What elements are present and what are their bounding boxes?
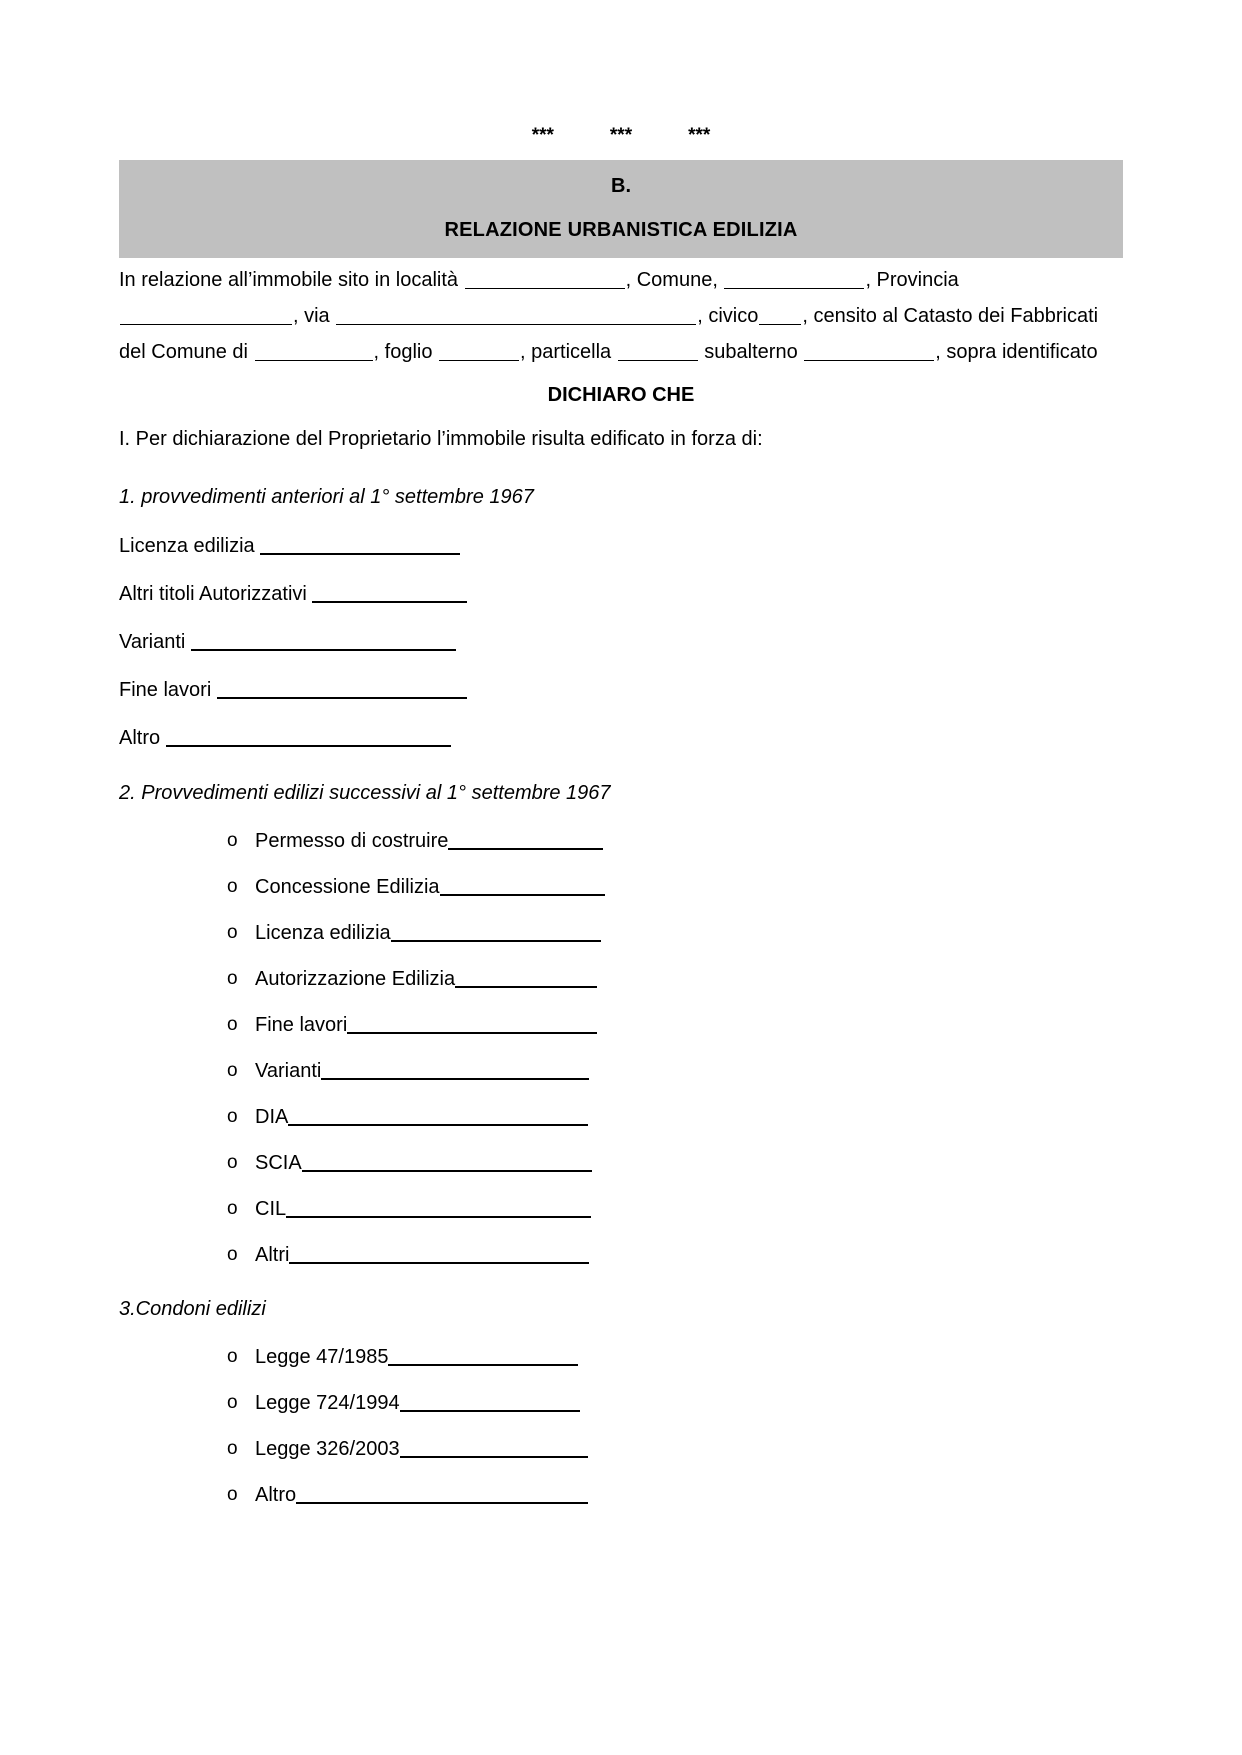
list-item-blank[interactable] [289, 1244, 589, 1264]
section-title: RELAZIONE URBANISTICA EDILIZIA [444, 219, 798, 241]
list-item-label: Licenza edilizia [255, 922, 391, 944]
asterisk-separator [119, 125, 1123, 147]
list-item-label: Legge 326/2003 [255, 1438, 400, 1460]
asterisk-group-1: *** [531, 125, 554, 146]
list-item-label: Altri [255, 1244, 290, 1266]
bullet-marker-icon: o [227, 1198, 238, 1219]
list-item-blank[interactable] [440, 876, 605, 896]
bullet-marker-icon: o [227, 1392, 238, 1413]
field-label: Fine lavori [119, 679, 217, 701]
bullet-marker-icon: o [227, 1014, 238, 1035]
intro-text-10: , sopra identificato [935, 341, 1098, 363]
list-item-scia[interactable] [119, 1150, 1123, 1176]
bullet-marker-icon: o [227, 1106, 238, 1127]
field-label: Licenza edilizia [119, 535, 261, 557]
list-item-label: Autorizzazione Edilizia [255, 968, 456, 990]
blank-localita[interactable] [465, 268, 625, 289]
blank-provincia[interactable] [120, 304, 292, 325]
section2-list [119, 828, 1123, 1268]
asterisk-group-3: *** [688, 125, 711, 146]
list-item-cil[interactable] [119, 1196, 1123, 1222]
list-item-blank[interactable] [448, 830, 603, 850]
list-item-blank[interactable] [400, 1392, 580, 1412]
bullet-marker-icon: o [227, 830, 238, 851]
bullet-marker-icon: o [227, 1438, 238, 1459]
section2-heading: 2. Provvedimenti edilizi successivi al 1° settembre 1967 [119, 782, 611, 804]
intro-text-8: , particella [520, 341, 617, 363]
field-label: Altro [119, 727, 166, 749]
list-item-label: Legge 47/1985 [255, 1346, 389, 1368]
intro-text-4: , via [293, 305, 336, 327]
list-item-blank[interactable] [302, 1152, 592, 1172]
field-blank-licenza-edilizia[interactable] [260, 535, 460, 555]
field-fine-lavori [119, 676, 1123, 704]
list-item-label: Altro [255, 1484, 297, 1506]
section-header-band [119, 160, 1123, 258]
blank-civico[interactable] [759, 304, 801, 325]
list-item-label: SCIA [255, 1152, 302, 1174]
intro-text-3: , Provincia [865, 269, 959, 291]
section-letter: B. [611, 175, 631, 197]
list-item-fine-lavori[interactable] [119, 1012, 1123, 1038]
list-item-legge-724-1994[interactable] [119, 1390, 1123, 1416]
bullet-marker-icon: o [227, 1060, 238, 1081]
field-varianti [119, 628, 1123, 656]
blank-subalterno[interactable] [804, 340, 934, 361]
intro-text-7: , foglio [373, 341, 439, 363]
bullet-marker-icon: o [227, 1346, 238, 1367]
field-blank-altro[interactable] [166, 727, 451, 747]
list-item-label: Concessione Edilizia [255, 876, 440, 898]
bullet-marker-icon: o [227, 922, 238, 943]
section3-list [119, 1344, 1123, 1508]
list-item-label: CIL [255, 1198, 287, 1220]
list-item-concessione-edilizia[interactable] [119, 874, 1123, 900]
document-body [119, 262, 1123, 1508]
list-item-blank[interactable] [391, 922, 601, 942]
list-item-blank[interactable] [286, 1198, 591, 1218]
field-altri-titoli [119, 580, 1123, 608]
blank-foglio[interactable] [439, 340, 519, 361]
list-item-altri[interactable] [119, 1242, 1123, 1268]
bullet-marker-icon: o [227, 1244, 238, 1265]
intro-text-1: In relazione all’immobile sito in località [119, 269, 464, 291]
field-altro [119, 724, 1123, 752]
bullet-marker-icon: o [227, 876, 238, 897]
list-item-label: DIA [255, 1106, 289, 1128]
list-item-legge-326-2003[interactable] [119, 1436, 1123, 1462]
list-item-legge-47-1985[interactable] [119, 1344, 1123, 1370]
intro-text-2: , Comune, [625, 269, 724, 291]
bullet-marker-icon: o [227, 1484, 238, 1505]
intro-text-9: subalterno [698, 341, 804, 363]
section1-heading: 1. provvedimenti anteriori al 1° settembre 1967 [119, 486, 534, 508]
section3-heading: 3.Condoni edilizi [119, 1298, 266, 1320]
field-licenza-edilizia [119, 532, 1123, 560]
list-item-label: Fine lavori [255, 1014, 348, 1036]
field-label: Varianti [119, 631, 191, 653]
bullet-marker-icon: o [227, 968, 238, 989]
asterisk-group-2: *** [609, 125, 633, 146]
list-item-blank[interactable] [388, 1346, 578, 1366]
list-item-label: Permesso di costruire [255, 830, 449, 852]
list-item-licenza-edilizia[interactable] [119, 920, 1123, 946]
declaration-intro-line: I. Per dichiarazione del Proprietario l’immobile risulta edificato in forza di: [119, 428, 763, 450]
list-item-blank[interactable] [288, 1106, 588, 1126]
list-item-varianti[interactable] [119, 1058, 1123, 1084]
blank-comune-fabbricati[interactable] [255, 340, 373, 361]
list-item-autorizzazione-edilizia[interactable] [119, 966, 1123, 992]
list-item-permesso-di-costruire[interactable] [119, 828, 1123, 854]
list-item-blank[interactable] [455, 968, 597, 988]
list-item-blank[interactable] [296, 1484, 588, 1504]
list-item-altro[interactable] [119, 1482, 1123, 1508]
list-item-label: Varianti [255, 1060, 322, 1082]
blank-comune[interactable] [724, 268, 864, 289]
list-item-blank[interactable] [400, 1438, 588, 1458]
blank-particella[interactable] [618, 340, 698, 361]
bullet-marker-icon: o [227, 1152, 238, 1173]
field-blank-fine-lavori[interactable] [217, 679, 467, 699]
intro-paragraph [119, 262, 1123, 370]
list-item-dia[interactable] [119, 1104, 1123, 1130]
field-blank-altri-titoli[interactable] [312, 583, 467, 603]
intro-text-5: , civico [697, 305, 759, 327]
list-item-label: Legge 724/1994 [255, 1392, 400, 1414]
blank-via[interactable] [336, 304, 696, 325]
intro-text-6: , censito al Catasto dei Fabbricati del Comune di [119, 305, 1099, 363]
list-item-blank[interactable] [321, 1060, 589, 1080]
field-label: Altri titoli Autorizzativi [119, 583, 313, 605]
declaration-heading: DICHIARO CHE [547, 384, 695, 406]
field-blank-varianti[interactable] [191, 631, 456, 651]
list-item-blank[interactable] [347, 1014, 597, 1034]
